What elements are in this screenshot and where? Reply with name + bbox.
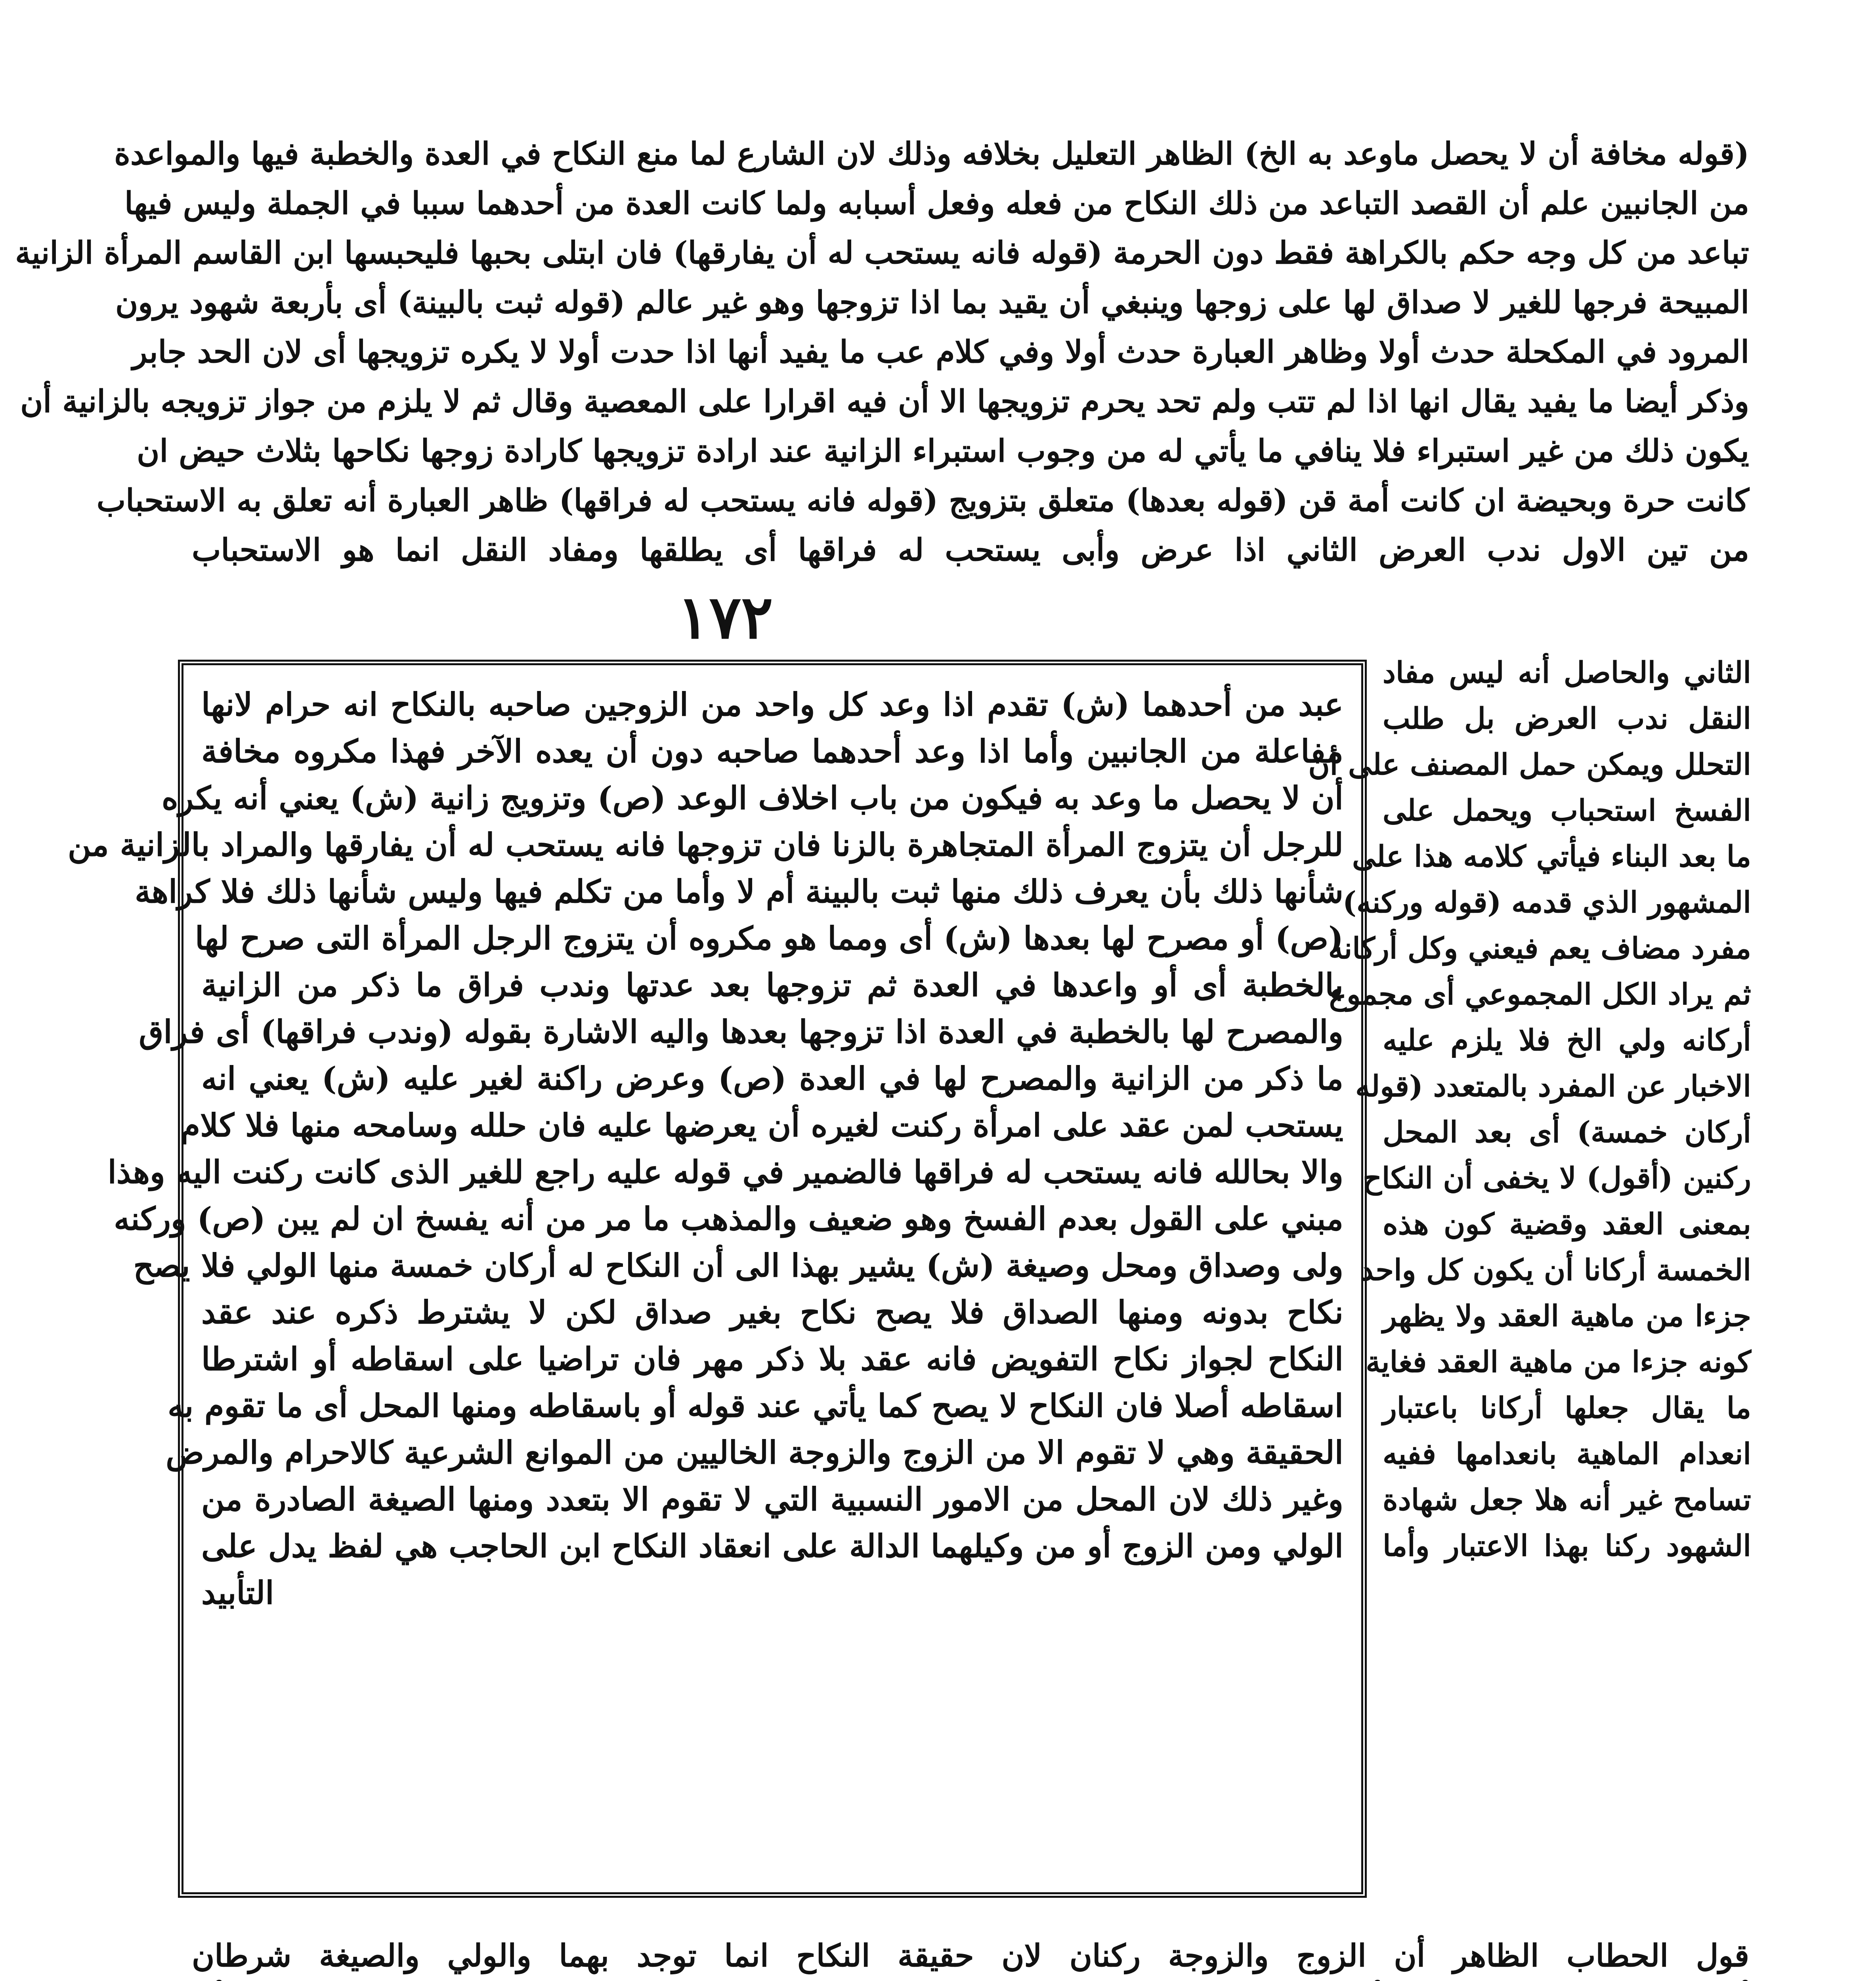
header-line: كانت حرة وبحيضة ان كانت أمة قن (قوله بعدها) متعلق بتزويج (قوله فانه يستحب له فراقها) ظاهر العبارة أنه تعلق به الاستحباب: [96, 483, 1749, 519]
boxed-text-line: (ص) أو مصرح لها بعدها (ش) أى ومما هو مكروه أن يتزوج الرجل المرأة التى صرح لها: [195, 920, 1343, 957]
footer-commentary: [192, 1933, 1749, 1981]
header-line: من الجانبين علم أن القصد التباعد من ذلك النكاح من فعله وفعل أسبابه ولما كانت العدة من أحدهما سببا في الجملة وليس فيها: [124, 185, 1749, 221]
margin-line: أركانه ولي الخ فلا يلزم عليه: [1383, 1023, 1751, 1057]
boxed-text-line: النكاح لجواز نكاح التفويض فانه عقد بلا ذكر مهر فان تراضيا على اسقاطه أو اشترطا: [201, 1340, 1343, 1378]
margin-line: الثاني والحاصل أنه ليس مفاد: [1383, 656, 1751, 690]
margin-line: ركنين (أقول) لا يخفى أن النكاح: [1363, 1161, 1751, 1195]
boxed-text-line: شأنها ذلك بأن يعرف ذلك منها ثبت بالبينة أم لا وأما من تكلم فيها وليس شأنها ذلك فلا كراهة: [135, 873, 1343, 910]
header-line: من تين الاول ندب العرض الثاني اذا عرض وأبى يستحب له فراقها أى يطلقها ومفاد النقل انما هو الاستحباب: [192, 532, 1749, 568]
boxed-text-line: والمصرح لها بالخطبة في العدة اذا تزوجها بعدها واليه الاشارة بقوله (وندب فراقها) أى فراق: [139, 1013, 1343, 1050]
margin-line: المشهور الذي قدمه (قوله وركنه): [1343, 886, 1751, 920]
margin-line: ما يقال جعلها أركانا باعتبار: [1383, 1391, 1751, 1425]
margin-line: الفسخ استحباب ويحمل على: [1383, 794, 1751, 828]
boxed-text-line: ولى وصداق ومحل وصيغة (ش) يشير بهذا الى أن النكاح له أركان خمسة منها الولي فلا يصح: [133, 1247, 1343, 1284]
margin-line: كونه جزءا من ماهية العقد فغاية: [1366, 1345, 1751, 1379]
margin-line: بمعنى العقد وقضية كون هذه: [1383, 1207, 1751, 1241]
margin-line: الشهود ركنا بهذا الاعتبار وأما: [1383, 1529, 1751, 1563]
margin-commentary: [1308, 650, 1751, 1569]
boxed-text-line: والا بحالله فانه يستحب له فراقها فالضمير في قوله عليه راجع للغير الذى كانت ركنت اليه وهذا: [107, 1153, 1343, 1191]
boxed-text-line: نكاح بدونه ومنها الصداق فلا يصح نكاح بغير صداق لكن لا يشترط ذكره عند عقد: [201, 1294, 1343, 1331]
boxed-text-line: مبني على القول بعدم الفسخ وهو ضعيف والمذهب ما مر من أنه يفسخ ان لم يبن (ص) وركنه: [114, 1200, 1343, 1237]
main-text-box: [67, 660, 1367, 1898]
margin-line: تسامح غير أنه هلا جعل شهادة: [1383, 1483, 1751, 1517]
margin-line: انعدام الماهية بانعدامها ففيه: [1383, 1437, 1751, 1471]
header-line: يكون ذلك من غير استبراء فلا ينافي ما يأتي له من وجوب استبراء الزانية عند ارادة تزويجها كارادة زوجها نكاحها بثلاث حيض ان: [137, 433, 1749, 469]
scanned-page: [15, 0, 1876, 1981]
boxed-text-line: أن لا يحصل ما وعد به فيكون من باب اخلاف الوعد (ص) وتزويج زانية (ش) يعني أنه يكره: [161, 779, 1343, 817]
boxed-text-line: بالخطبة أى أو واعدها في العدة ثم تزوجها بعد عدتها وندب فراق ما ذكر من الزانية: [201, 966, 1343, 1004]
boxed-text-line: يستحب لمن عقد على امرأة ركنت لغيره أن يعرضها عليه فان حلله وسامحه منها فلا كلام: [180, 1107, 1343, 1144]
header-line: تباعد من كل وجه حكم بالكراهة فقط دون الحرمة (قوله فانه يستحب له أن يفارقها) فان ابتلى بحبها فليحبسها ابن القاسم المرأة الزانية: [15, 235, 1749, 271]
footer-line: [192, 1978, 1749, 1981]
margin-line: ما بعد البناء فيأتي كلامه هذا على: [1352, 840, 1751, 874]
margin-line: جزءا من ماهية العقد ولا يظهر: [1383, 1299, 1751, 1333]
page-number: ١٧٢: [677, 582, 773, 652]
header-line: (قوله مخافة أن لا يحصل ماوعد به الخ) الظاهر التعليل بخلافه وذلك لان الشارع لما منع النكاح في العدة والخطبة فيها والمواعدة: [114, 136, 1749, 172]
boxed-text-line: للرجل أن يتزوج المرأة المتجاهرة بالزنا فان تزوجها فانه يستحب له أن يفارقها والمراد بالزانية من: [67, 826, 1343, 863]
header-line: المرود في المكحلة حدث أولا وظاهر العبارة حدث أولا وفي كلام عب ما يفيد أنها اذا حدت أولا لا يكره تزويجها أى لان الحد جابر: [132, 334, 1749, 370]
boxed-text-line: التأبيد: [201, 1574, 274, 1611]
margin-line: ثم يراد الكل المجموعي أى مجموع: [1329, 977, 1751, 1011]
margin-line: التحلل ويمكن حمل المصنف على أن: [1308, 748, 1751, 782]
margin-line: مفرد مضاف يعم فيعني وكل أركانه: [1328, 931, 1751, 966]
margin-line: النقل ندب العرض بل طلب: [1383, 702, 1751, 736]
header-line: وذكر أيضا ما يفيد يقال انها اذا لم تتب ولم تحد يحرم تزويجها الا أن فيه اقرارا على المعصية وقال ثم لا يلزم من جواز تزويجه بالزانية أن: [20, 384, 1749, 420]
boxed-text-line: الحقيقة وهي لا تقوم الا من الزوج والزوجة الخاليين من الموانع الشرعية كالاحرام والمرض: [166, 1434, 1343, 1471]
boxed-text-line: ما ذكر من الزانية والمصرح لها في العدة (ص) وعرض راكنة لغير عليه (ش) يعني انه: [201, 1060, 1343, 1097]
margin-line: الخمسة أركانا أن يكون كل واحد: [1360, 1253, 1751, 1287]
boxed-text-line: اسقاطه أصلا فان النكاح لا يصح كما يأتي عند قوله أو باسقاطه ومنها المحل أى ما تقوم به: [168, 1387, 1343, 1424]
boxed-text-line: الولي ومن الزوج أو من وكيلهما الدالة على انعقاد النكاح ابن الحاجب هي لفظ يدل على: [201, 1527, 1343, 1565]
header-line: المبيحة فرجها للغير لا صداق لها على زوجها وينبغي أن يقيد بما اذا تزوجها وهو غير عالم (قوله ثبت بالبينة) أى بأربعة شهود يرون: [115, 284, 1749, 321]
margin-line: الاخبار عن المفرد بالمتعدد (قوله: [1355, 1069, 1751, 1103]
boxed-text-line: مفاعلة من الجانبين وأما اذا وعد أحدهما صاحبه دون أن يعده الآخر فهذا مكروه مخافة: [201, 733, 1343, 770]
boxed-text-line: عبد من أحدهما (ش) تقدم اذا وعد كل واحد من الزوجين صاحبه بالنكاح انه حرام لانها: [201, 686, 1343, 723]
boxed-text-line: وغير ذلك لان المحل من الامور النسبية التي لا تقوم الا بتعدد ومنها الصيغة الصادرة من: [201, 1481, 1343, 1518]
margin-line: أركان خمسة) أى بعد المحل: [1383, 1115, 1751, 1149]
footer-line: قول الحطاب الظاهر أن الزوج والزوجة ركنان لان حقيقة النكاح انما توجد بهما والولي والصيغة شرطان: [192, 1938, 1749, 1974]
